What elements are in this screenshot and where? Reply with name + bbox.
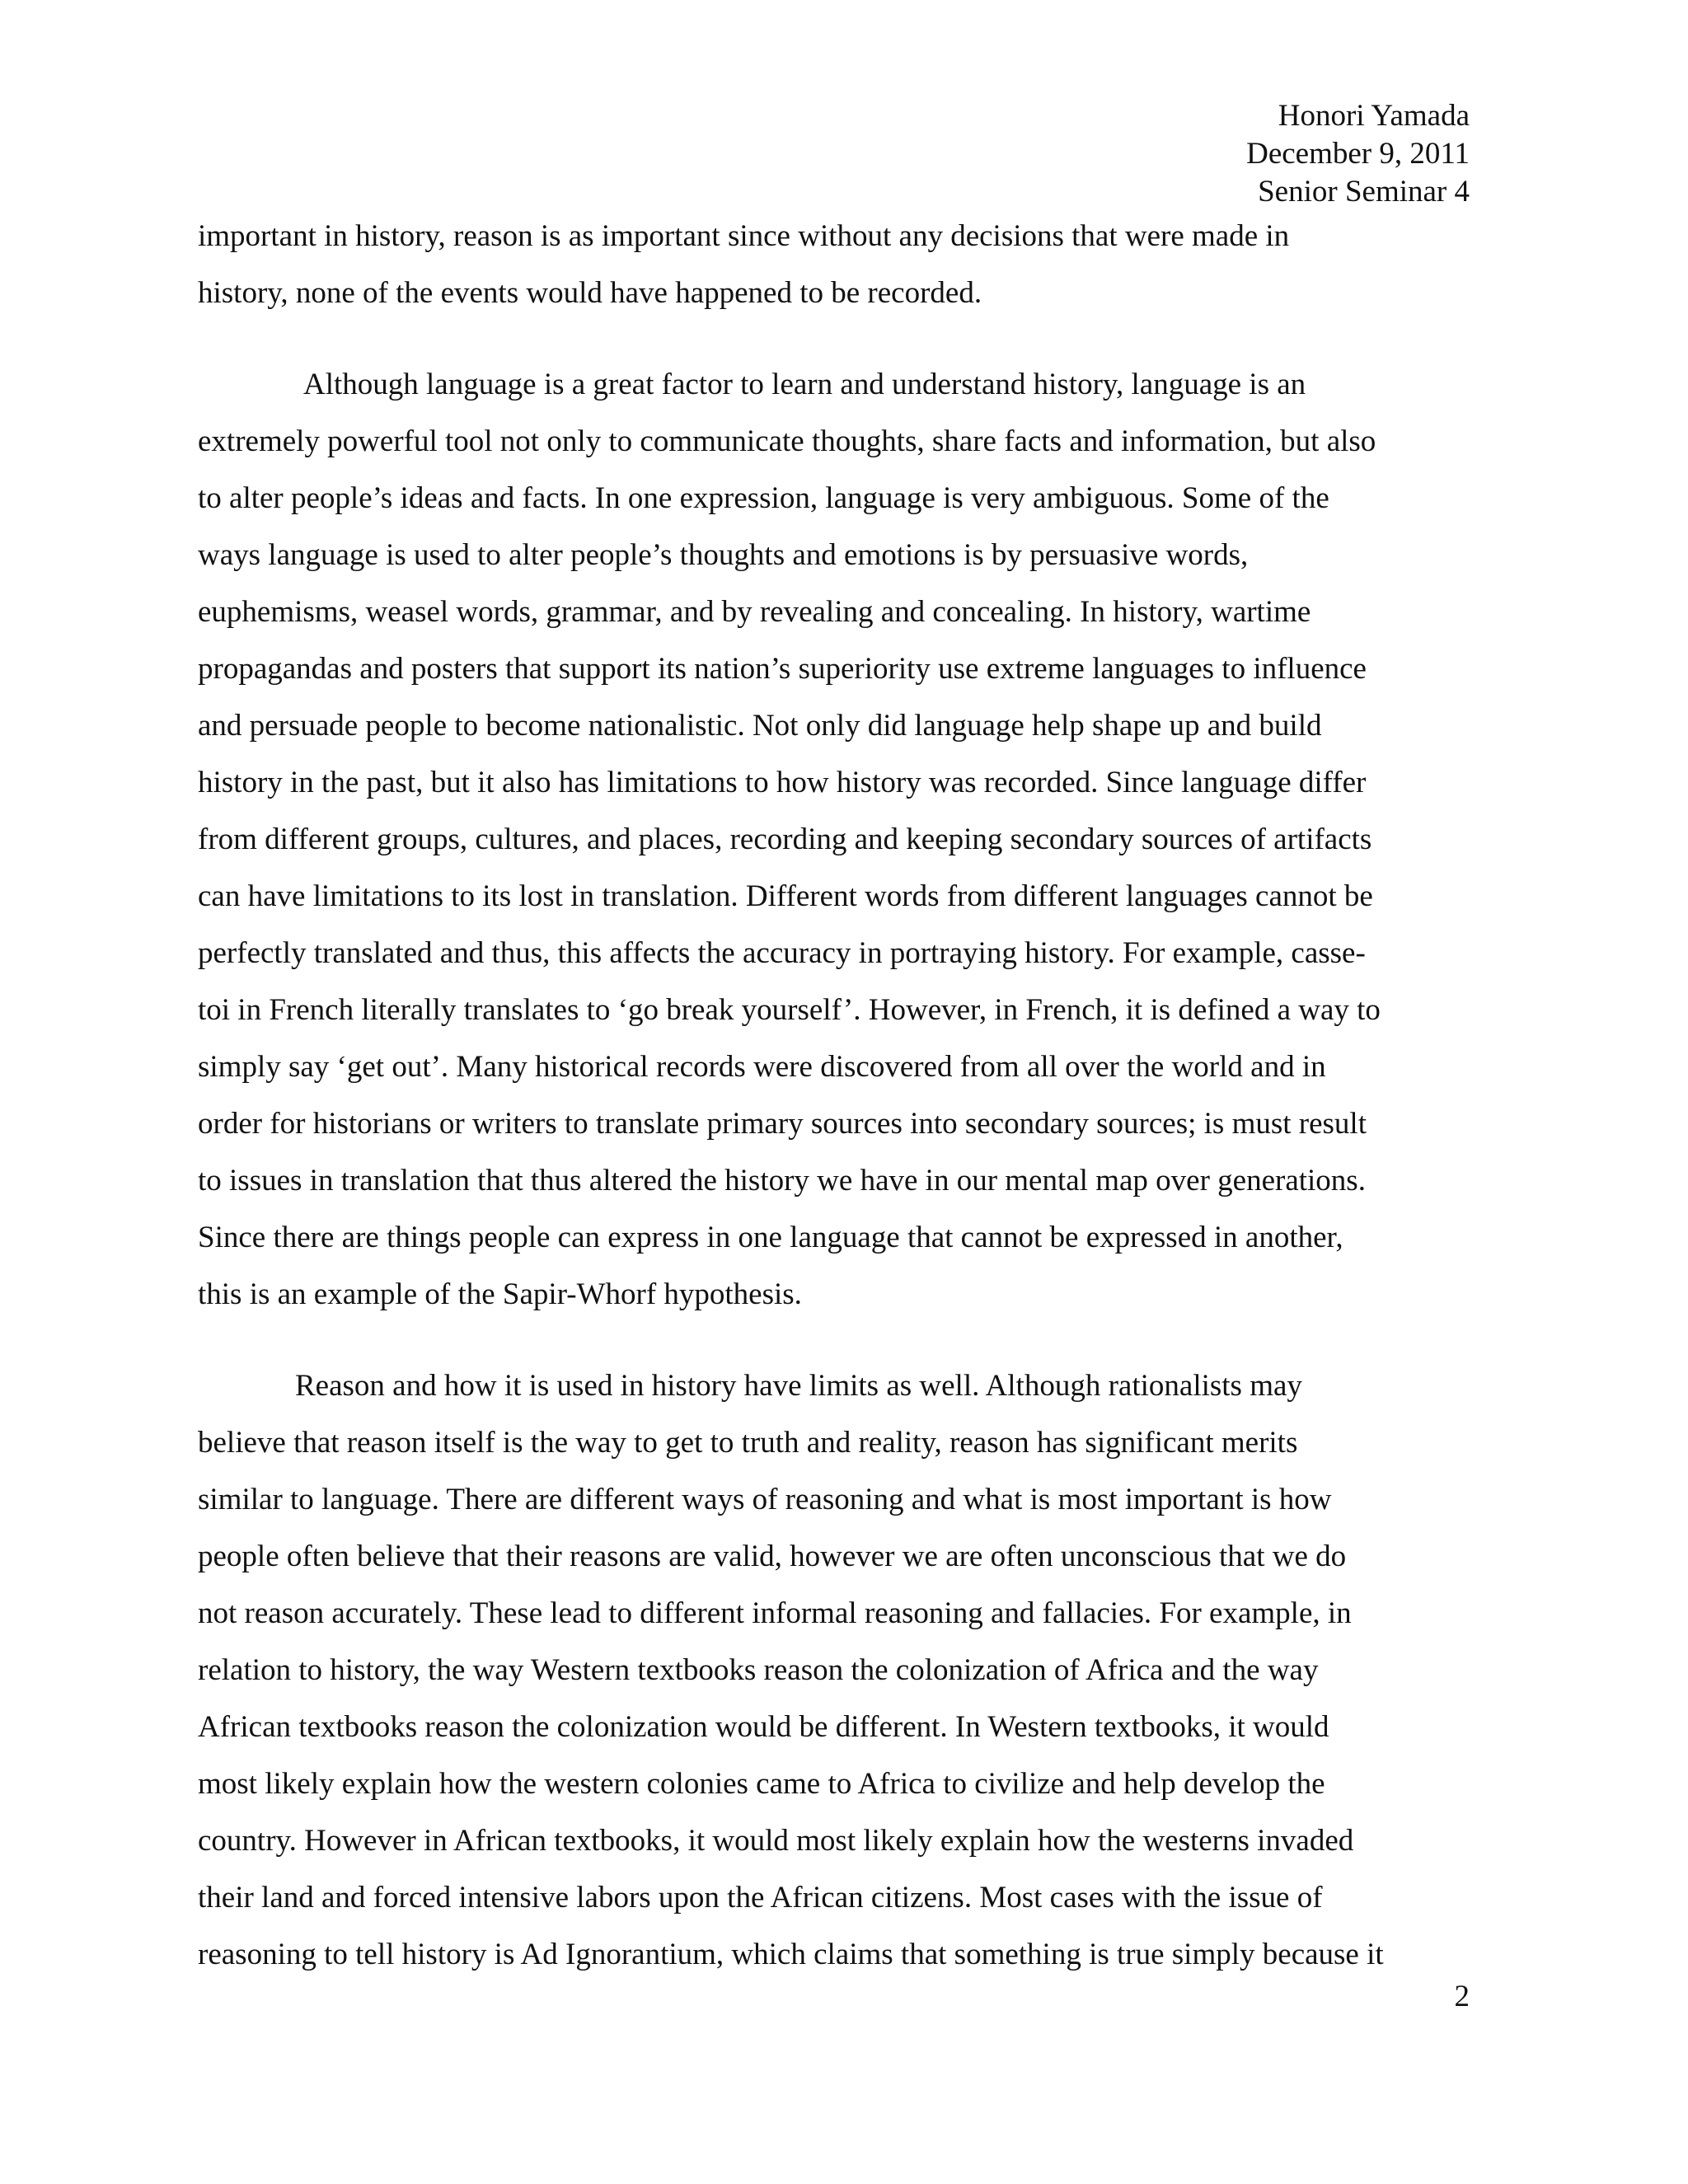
- text-line: ways language is used to alter people’s thoughts and emotions is by persuasive words,: [198, 538, 1249, 572]
- text-line: euphemisms, weasel words, grammar, and by revealing and concealing. In history, wartime: [198, 595, 1311, 629]
- text-line: people often believe that their reasons are valid, however we are often unconscious that we do: [198, 1540, 1347, 1573]
- author-name: Honori Yamada: [1278, 99, 1470, 133]
- text-line: not reason accurately. These lead to different informal reasoning and fallacies. For example, in: [198, 1596, 1352, 1630]
- text-line: believe that reason itself is the way to get to truth and reality, reason has significant merits: [198, 1426, 1298, 1460]
- text-line: extremely powerful tool not only to communicate thoughts, share facts and information, but also: [198, 424, 1376, 458]
- text-line: order for historians or writers to translate primary sources into secondary sources; is must result: [198, 1107, 1367, 1141]
- text-line: history, none of the events would have happened to be recorded.: [198, 276, 982, 310]
- text-line: perfectly translated and thus, this affects the accuracy in portraying history. For example, casse-: [198, 936, 1366, 970]
- text-line: to issues in translation that thus altered the history we have in our mental map over generations.: [198, 1164, 1366, 1197]
- document-date: December 9, 2011: [1246, 137, 1470, 171]
- text-line: this is an example of the Sapir-Whorf hypothesis.: [198, 1277, 802, 1311]
- text-line: Reason and how it is used in history have limits as well. Although rationalists may: [295, 1369, 1302, 1403]
- text-line: relation to history, the way Western textbooks reason the colonization of Africa and the way: [198, 1653, 1319, 1687]
- text-line: toi in French literally translates to ‘go break yourself’. However, in French, it is defined a way to: [198, 993, 1381, 1027]
- text-line: Since there are things people can express in one language that cannot be expressed in another,: [198, 1221, 1343, 1254]
- text-line: to alter people’s ideas and facts. In one expression, language is very ambiguous. Some of the: [198, 481, 1329, 515]
- text-line: their land and forced intensive labors upon the African citizens. Most cases with the issue of: [198, 1881, 1323, 1915]
- text-line: history in the past, but it also has limitations to how history was recorded. Since language differ: [198, 766, 1367, 799]
- text-line: country. However in African textbooks, it would most likely explain how the westerns invaded: [198, 1824, 1354, 1858]
- essay-body: [198, 208, 1484, 1983]
- paragraph-gap: [198, 321, 1484, 356]
- text-line: similar to language. There are different ways of reasoning and what is most important is how: [198, 1483, 1332, 1516]
- text-line: important in history, reason is as important since without any decisions that were made in: [198, 219, 1290, 253]
- paragraph-gap: [198, 1323, 1484, 1357]
- text-line: and persuade people to become nationalistic. Not only did language help shape up and build: [198, 709, 1322, 743]
- page-header: [1246, 97, 1470, 211]
- page-number: 2: [1454, 1980, 1470, 2013]
- text-line: Although language is a great factor to learn and understand history, language is an: [303, 368, 1306, 401]
- text-line: reasoning to tell history is Ad Ignorantium, which claims that something is true simply because it: [198, 1938, 1384, 1971]
- text-line: can have limitations to its lost in translation. Different words from different languages cannot be: [198, 879, 1373, 913]
- text-line: propagandas and posters that support its nation’s superiority use extreme languages to influence: [198, 652, 1367, 686]
- course-name: Senior Seminar 4: [1258, 175, 1470, 209]
- text-line: from different groups, cultures, and places, recording and keeping secondary sources of artifacts: [198, 823, 1372, 856]
- text-line: most likely explain how the western colonies came to Africa to civilize and help develop the: [198, 1767, 1325, 1801]
- text-line: simply say ‘get out’. Many historical records were discovered from all over the world and in: [198, 1050, 1326, 1084]
- text-line: African textbooks reason the colonization would be different. In Western textbooks, it would: [198, 1710, 1329, 1744]
